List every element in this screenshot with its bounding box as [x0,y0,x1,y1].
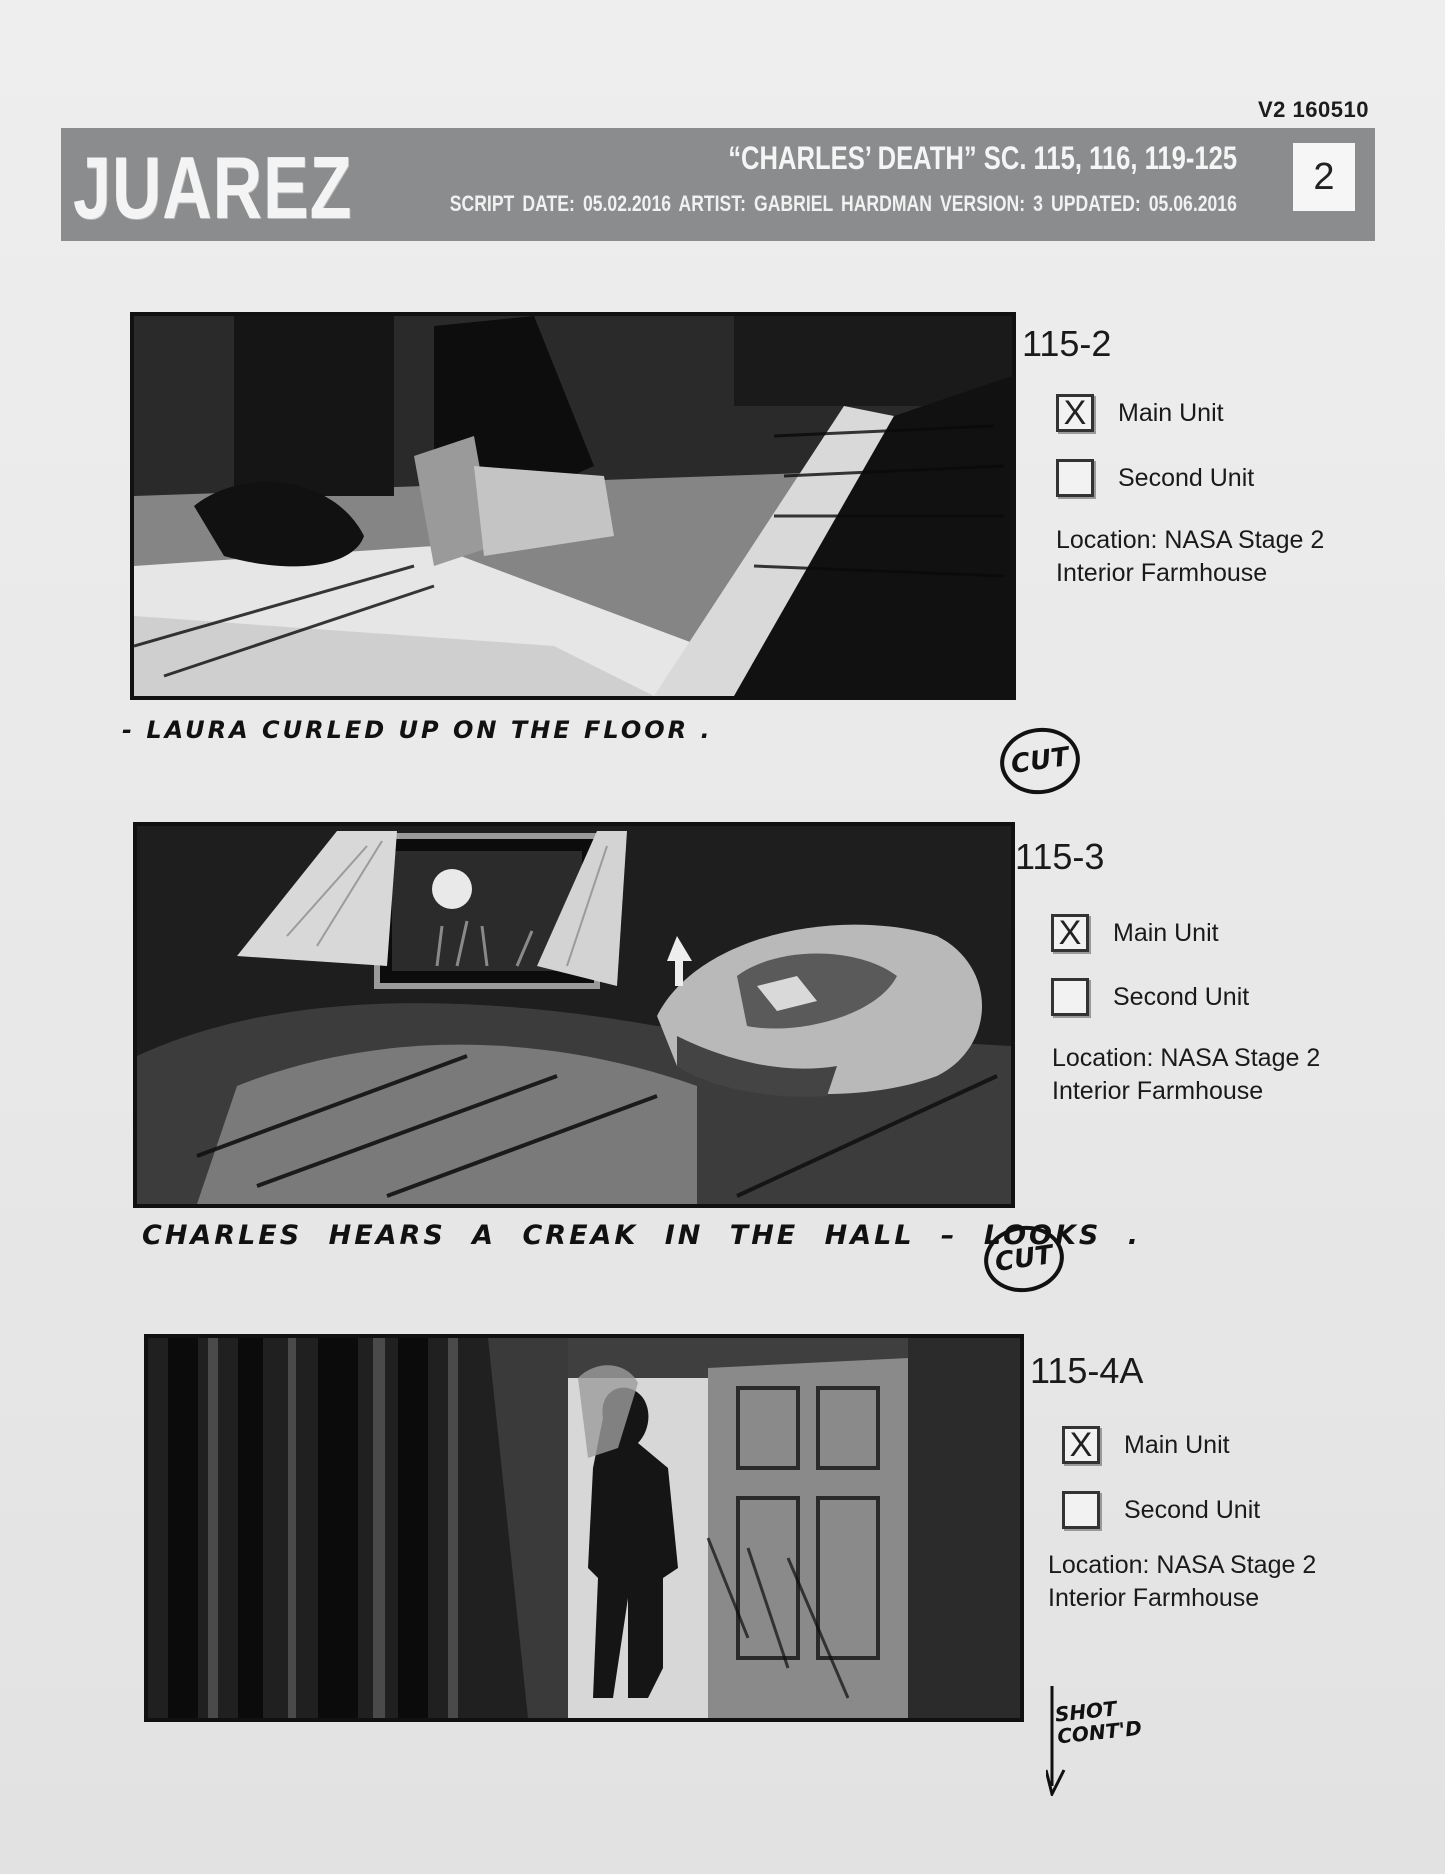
location-name-2: Location: NASA Stage 2 [1052,1044,1321,1072]
sketch-doorway-figure [148,1338,1020,1718]
second-unit-checkbox-1[interactable] [1056,459,1094,497]
production-logo: JUAREZ [73,138,353,237]
cut-stamp-2: CUT [980,1221,1068,1297]
main-unit-row-2 [1051,914,1219,952]
version-code: V2 160510 [1258,97,1369,122]
shot-id-3: 115-4A [1030,1350,1144,1391]
page-number: 2 [1293,143,1355,211]
script-meta: SCRIPT DATE: 05.02.2016 ARTIST: GABRIEL HARDMAN VERSION: 3 UPDATED: 05.06.2016 [449,191,1237,216]
second-unit-label-2: Second Unit [1113,982,1250,1011]
storyboard-frame-3 [144,1334,1024,1722]
shot-id-1: 115-2 [1022,323,1112,364]
second-unit-checkbox-3[interactable] [1062,1491,1100,1529]
second-unit-row-2 [1051,978,1249,1016]
continued-note: SHOT CONT'D [1053,1696,1143,1749]
sketch-laura-floor [134,316,1012,696]
location-3 [1048,1549,1316,1615]
caption-1: - LAURA CURLED UP ON THE FLOOR . [122,716,713,744]
scene-title: “CHARLES’ DEATH” SC. 115, 116, 119-125 [728,140,1237,176]
shot-id-2: 115-3 [1015,836,1105,877]
sketch-charles-bed [137,826,1011,1204]
location-set-2: Interior Farmhouse [1052,1077,1264,1105]
second-unit-row-3 [1062,1491,1260,1529]
main-unit-row-3 [1062,1426,1230,1464]
cut-stamp-1: CUT [996,723,1084,799]
header-bar [61,128,1375,241]
second-unit-label-3: Second Unit [1124,1495,1261,1524]
second-unit-checkbox-2[interactable] [1051,978,1089,1016]
location-2 [1052,1042,1320,1108]
location-set-3: Interior Farmhouse [1048,1584,1260,1612]
location-name-1: Location: NASA Stage 2 [1056,526,1325,554]
location-set-1: Interior Farmhouse [1056,559,1268,587]
caption-2: CHARLES HEARS A CREAK IN THE HALL – LOOKS . [142,1220,1142,1251]
second-unit-label-1: Second Unit [1118,463,1255,492]
location-1 [1056,524,1324,590]
main-unit-checkbox-3[interactable]: X [1062,1426,1100,1464]
main-unit-checkbox-1[interactable]: X [1056,394,1094,432]
location-name-3: Location: NASA Stage 2 [1048,1551,1317,1579]
main-unit-label-1: Main Unit [1118,398,1224,427]
main-unit-label-3: Main Unit [1124,1430,1230,1459]
storyboard-frame-2 [133,822,1015,1208]
second-unit-row-1 [1056,459,1254,497]
main-unit-row-1 [1056,394,1224,432]
storyboard-frame-1 [130,312,1016,700]
main-unit-label-2: Main Unit [1113,918,1219,947]
main-unit-checkbox-2[interactable]: X [1051,914,1089,952]
